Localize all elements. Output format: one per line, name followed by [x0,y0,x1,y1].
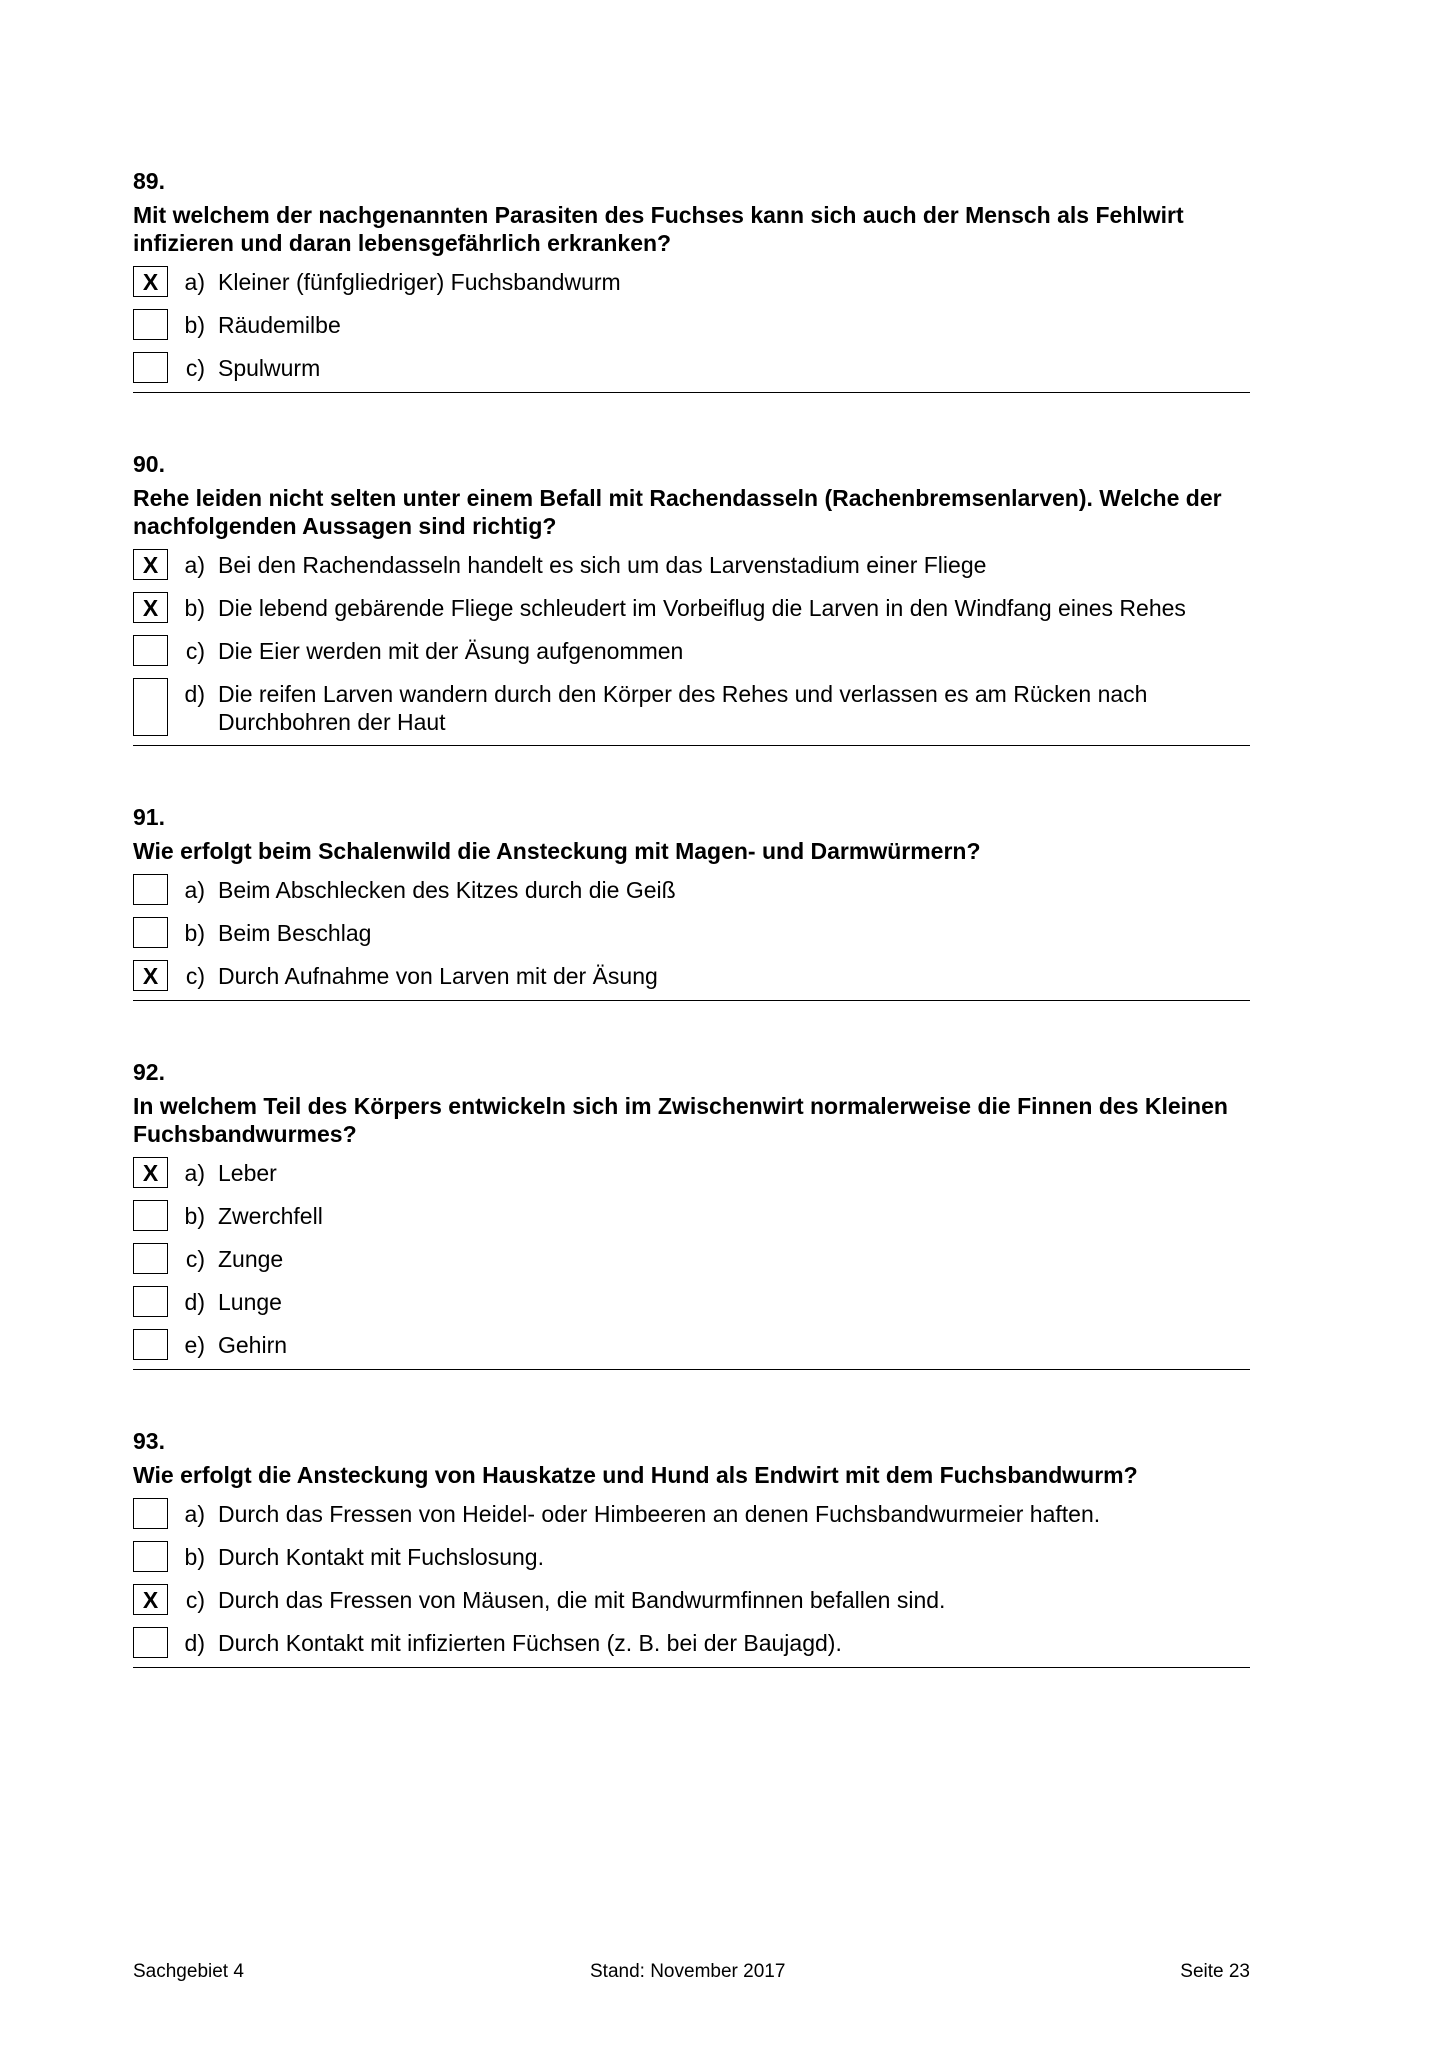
question-text: Wie erfolgt die Ansteckung von Hauskatze und Hund als Endwirt mit dem Fuchsbandwurm? [133,1462,1138,1488]
option-letter: b) [184,1544,205,1570]
footer-section: Sachgebiet 4 [133,1961,244,1982]
answer-option [133,1543,1250,1572]
option-letter: a) [184,552,205,578]
question-text: In welchem Teil des Körpers entwickeln sich im Zwischenwirt normalerweise die Finnen des Kleinen Fuchsbandwurmes? [133,1093,1228,1147]
option-text: Beim Abschlecken des Kitzes durch die Geiß [218,877,676,903]
answer-option [133,1629,1250,1658]
option-letter: b) [184,595,205,621]
option-letter: d) [184,1630,205,1656]
footer-date: Stand: November 2017 [590,1961,786,1982]
question-text: Mit welchem der nachgenannten Parasiten des Fuchses kann sich auch der Mensch als Fehlwirt infizieren und daran lebensgefährlich erkranken? [133,202,1184,256]
answer-checkbox[interactable] [133,1627,168,1658]
option-letter: c) [185,963,205,989]
option-text: Kleiner (fünfgliedriger) Fuchsbandwurm [218,269,621,295]
question-block [133,1426,1250,1668]
option-text: Die reifen Larven wandern durch den Körper des Rehes und verlassen es am Rücken nach Durchbohren der Haut [218,681,1148,735]
answer-checkbox[interactable] [133,1200,168,1231]
question-list [133,166,1250,1724]
option-letter: a) [184,1160,205,1186]
question-text: Wie erfolgt beim Schalenwild die Ansteckung mit Magen- und Darmwürmern? [133,838,981,864]
answer-checkbox[interactable] [133,917,168,948]
answer-option [133,1288,1250,1317]
answer-option [133,637,1250,666]
option-text: Leber [218,1160,277,1186]
option-letter: a) [184,877,205,903]
option-letter: b) [184,312,205,338]
option-letter: c) [185,1587,205,1613]
answer-checkbox[interactable]: X [133,266,168,297]
answer-option [133,354,1250,383]
answer-option [133,1202,1250,1231]
answer-checkbox[interactable] [133,1243,168,1274]
answer-option [133,919,1250,948]
option-text: Lunge [218,1289,282,1315]
option-text: Zwerchfell [218,1203,323,1229]
question-number: 90. [133,451,165,477]
answer-option [133,962,1250,991]
answer-checkbox[interactable] [133,874,168,905]
option-text: Durch das Fressen von Mäusen, die mit Bandwurmfinnen befallen sind. [218,1587,946,1613]
option-letter: e) [184,1332,205,1358]
answer-option [133,1500,1250,1529]
question-block [133,802,1250,1001]
answer-options [133,876,1250,991]
answer-option [133,1586,1250,1615]
answer-checkbox[interactable]: X [133,549,168,580]
answer-checkbox[interactable] [133,635,168,666]
option-letter: c) [185,1246,205,1272]
option-letter: b) [184,1203,205,1229]
option-text: Die Eier werden mit der Äsung aufgenommen [218,638,684,664]
answer-option [133,1331,1250,1360]
option-letter: c) [185,355,205,381]
option-letter: b) [184,920,205,946]
answer-checkbox[interactable] [133,352,168,383]
option-text: Räudemilbe [218,312,341,338]
answer-option [133,551,1250,580]
footer-page-number: Seite 23 [1180,1961,1250,1982]
option-letter: c) [185,638,205,664]
option-letter: d) [184,681,205,707]
option-text: Durch Aufnahme von Larven mit der Äsung [218,963,658,989]
answer-option [133,268,1250,297]
answer-checkbox[interactable]: X [133,592,168,623]
answer-checkbox[interactable] [133,678,168,736]
answer-checkbox[interactable]: X [133,1157,168,1188]
question-number: 92. [133,1059,165,1085]
answer-options [133,268,1250,383]
answer-options [133,1500,1250,1658]
answer-option [133,1245,1250,1274]
option-text: Durch das Fressen von Heidel- oder Himbeeren an denen Fuchsbandwurmeier haften. [218,1501,1101,1527]
question-text: Rehe leiden nicht selten unter einem Befall mit Rachendasseln (Rachenbremsenlarven). Welche der nachfolgenden Aussagen sind richtig? [133,485,1222,539]
question-number: 89. [133,168,165,194]
option-text: Durch Kontakt mit infizierten Füchsen (z. B. bei der Baujagd). [218,1630,842,1656]
answer-checkbox[interactable] [133,1541,168,1572]
option-text: Spulwurm [218,355,321,381]
question-number: 91. [133,804,165,830]
answer-checkbox[interactable]: X [133,1584,168,1615]
answer-option [133,1159,1250,1188]
option-letter: a) [184,1501,205,1527]
option-letter: d) [184,1289,205,1315]
option-text: Beim Beschlag [218,920,372,946]
answer-option [133,680,1250,736]
question-number: 93. [133,1428,165,1454]
question-block [133,449,1250,746]
answer-checkbox[interactable]: X [133,960,168,991]
option-text: Die lebend gebärende Fliege schleudert im Vorbeiflug die Larven in den Windfang eines Rehes [218,595,1186,621]
answer-checkbox[interactable] [133,309,168,340]
answer-checkbox[interactable] [133,1286,168,1317]
answer-options [133,551,1250,736]
answer-option [133,876,1250,905]
answer-options [133,1159,1250,1360]
answer-checkbox[interactable] [133,1329,168,1360]
option-text: Bei den Rachendasseln handelt es sich um das Larvenstadium einer Fliege [218,552,987,578]
option-text: Zunge [218,1246,284,1272]
answer-option [133,594,1250,623]
question-block [133,1057,1250,1370]
option-letter: a) [184,269,205,295]
option-text: Durch Kontakt mit Fuchslosung. [218,1544,544,1570]
question-block [133,166,1250,393]
answer-checkbox[interactable] [133,1498,168,1529]
answer-option [133,311,1250,340]
option-text: Gehirn [218,1332,288,1358]
